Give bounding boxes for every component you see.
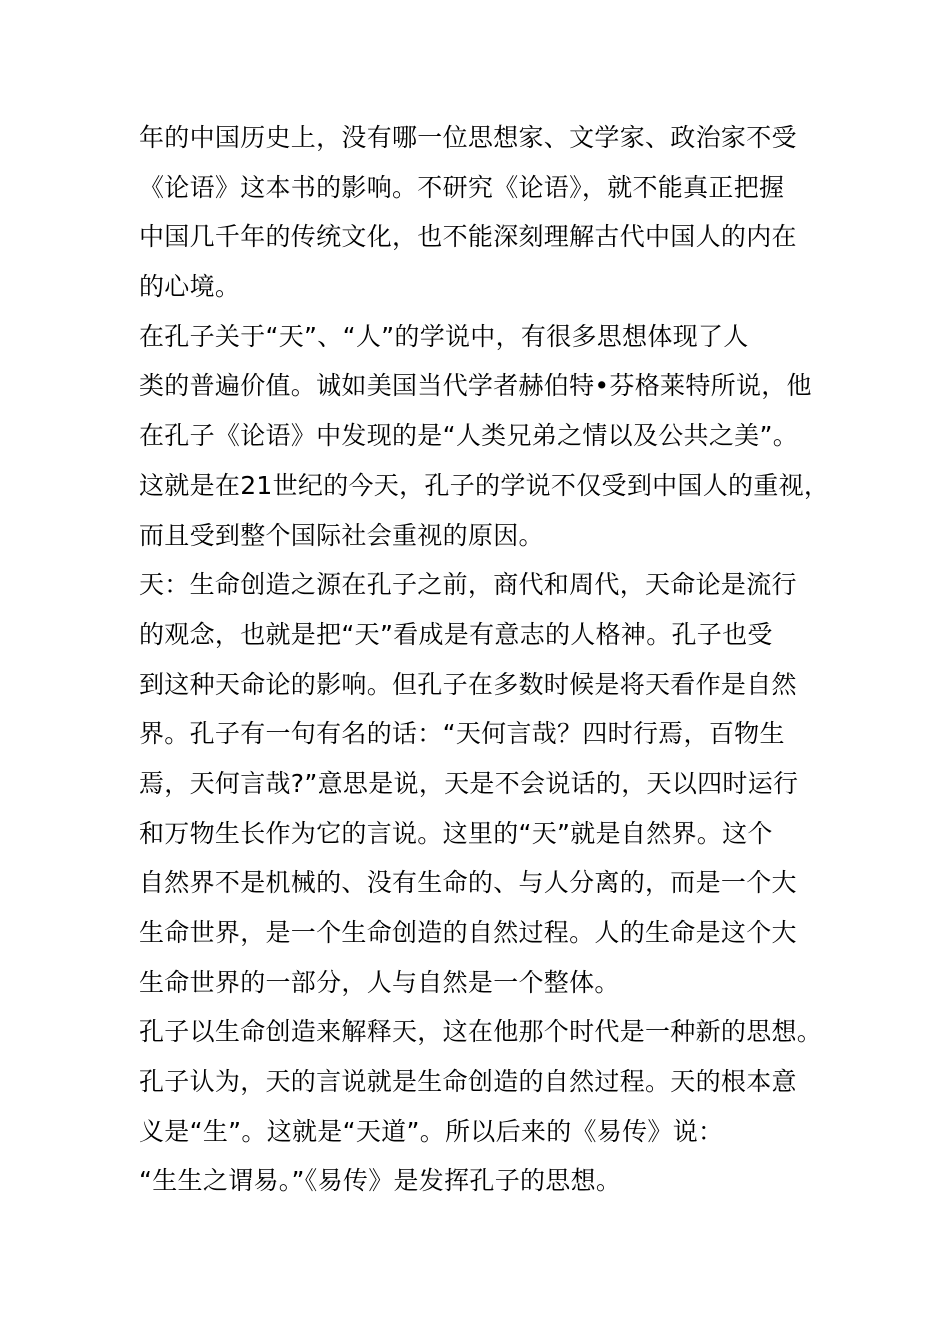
paragraph-2 <box>139 312 839 560</box>
text-line: 生命世界，是一个生命创造的自然过程。人的生命是这个大 <box>139 918 797 947</box>
text-line: 在孔子《论语》中发现的是“人类兄弟之情以及公共之美”。 <box>139 421 799 451</box>
text-line: “生生之谓易。”《易传》是发挥孔子的思想。 <box>139 1166 622 1196</box>
paragraph-1 <box>139 113 839 312</box>
text-line: 这就是在21世纪的今天，孔子的学说不仅受到中国人的重视， <box>139 470 830 500</box>
text-line: 义是“生”。这就是“天道”。所以后来的《易传》说： <box>139 1116 724 1146</box>
paragraph-3 <box>139 560 839 1007</box>
text-line: 孔子以生命创造来解释天，这在他那个时代是一种新的思想。 <box>139 1017 823 1047</box>
document-body <box>139 113 839 1206</box>
text-line: 和万物生长作为它的言说。这里的“天”就是自然界。这个 <box>139 818 773 848</box>
text-line: 中国几千年的传统文化，也不能深刻理解古代中国人的内在 <box>139 222 797 252</box>
text-line: 天：生命创造之源在孔子之前，商代和周代，天命论是流行 <box>139 570 797 600</box>
text-line: 的观念，也就是把“天”看成是有意志的人格神。孔子也受 <box>139 619 773 649</box>
paragraph-4 <box>139 1007 839 1206</box>
text-line: 的心境。 <box>139 272 241 302</box>
text-line: 《论语》这本书的影响。不研究《论语》，就不能真正把握 <box>139 172 785 202</box>
text-line: 而且受到整个国际社会重视的原因。 <box>139 520 544 550</box>
text-line: 界。孔子有一句有名的话：“天何言哉？四时行焉，百物生 <box>139 719 785 749</box>
text-line: 年的中国历史上，没有哪一位思想家、文学家、政治家不受 <box>139 123 797 152</box>
text-line: 类的普遍价值。诚如美国当代学者赫伯特•芬格莱特所说，他 <box>139 371 812 401</box>
text-line: 到这种天命论的影响。但孔子在多数时候是将天看作是自然 <box>139 669 797 699</box>
text-line: 焉，天何言哉?”意思是说，天是不会说话的，天以四时运行 <box>139 768 799 798</box>
text-line: 孔子认为，天的言说就是生命创造的自然过程。天的根本意 <box>139 1067 797 1097</box>
text-line: 在孔子关于“天”、“人”的学说中，有很多思想体现了人 <box>139 321 749 351</box>
text-line: 生命世界的一部分，人与自然是一个整体。 <box>139 967 620 997</box>
text-line: 自然界不是机械的、没有生命的、与人分离的，而是一个大 <box>139 868 797 898</box>
